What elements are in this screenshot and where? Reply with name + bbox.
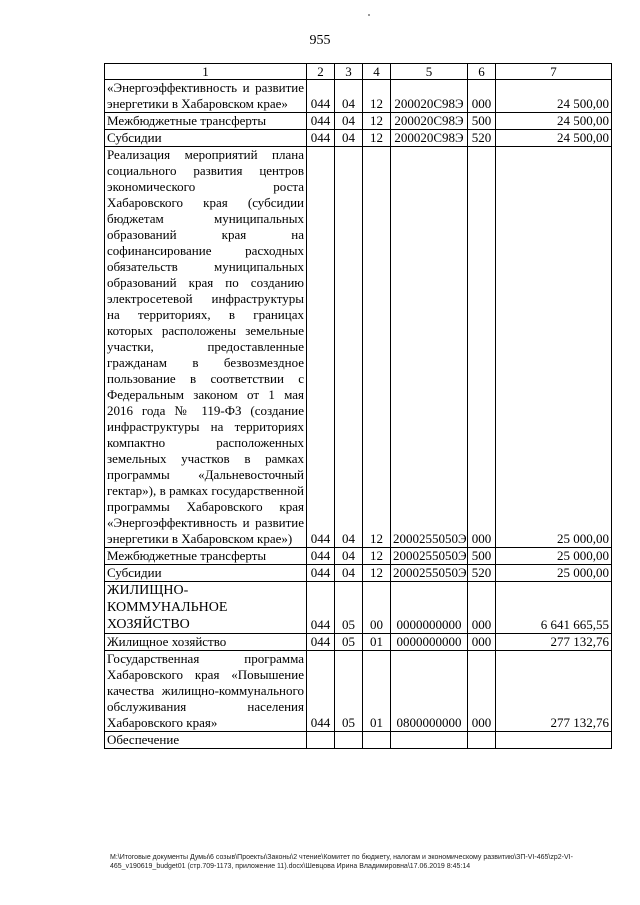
scan-dot	[368, 14, 370, 16]
table-header-row	[105, 64, 612, 80]
row-description: Субсидии	[105, 565, 307, 582]
cell-amount: 24 500,00	[496, 113, 612, 130]
row-description: Субсидии	[105, 130, 307, 147]
cell-subsection: 12	[363, 80, 391, 113]
cell-amount: 24 500,00	[496, 80, 612, 113]
cell-admin-code: 044	[307, 80, 335, 113]
page-number: 955	[309, 33, 331, 48]
cell-admin-code: 044	[307, 113, 335, 130]
budget-table	[104, 63, 612, 749]
cell-admin-code: 044	[307, 147, 335, 548]
table-row	[105, 147, 612, 548]
column-header: 2	[307, 64, 335, 80]
column-header: 1	[105, 64, 307, 80]
cell-section	[335, 732, 363, 749]
cell-admin-code: 044	[307, 565, 335, 582]
cell-amount: 24 500,00	[496, 130, 612, 147]
cell-amount: 277 132,76	[496, 634, 612, 651]
row-description: Жилищное хозяйство	[105, 634, 307, 651]
cell-subsection: 12	[363, 113, 391, 130]
cell-admin-code: 044	[307, 130, 335, 147]
cell-subsection: 12	[363, 147, 391, 548]
row-description: Межбюджетные трансферты	[105, 113, 307, 130]
row-description: ЖИЛИЩНО-КОММУНАЛЬНОЕ ХОЗЯЙСТВО	[105, 582, 307, 634]
cell-subsection: 12	[363, 565, 391, 582]
cell-section: 05	[335, 651, 363, 732]
cell-expense-type: 000	[468, 147, 496, 548]
cell-section: 04	[335, 548, 363, 565]
cell-section: 04	[335, 565, 363, 582]
column-header: 6	[468, 64, 496, 80]
cell-target-article: 0800000000	[391, 651, 468, 732]
cell-expense-type: 000	[468, 651, 496, 732]
cell-amount	[496, 732, 612, 749]
table-row	[105, 634, 612, 651]
table-row	[105, 80, 612, 113]
cell-target-article: 200020С98Э	[391, 80, 468, 113]
cell-section: 04	[335, 113, 363, 130]
cell-subsection: 12	[363, 548, 391, 565]
cell-target-article: 200020С98Э	[391, 130, 468, 147]
cell-target-article: 0000000000	[391, 634, 468, 651]
column-header: 7	[496, 64, 612, 80]
column-header: 4	[363, 64, 391, 80]
table-row	[105, 130, 612, 147]
cell-target-article: 0000000000	[391, 582, 468, 634]
table-row	[105, 651, 612, 732]
cell-expense-type	[468, 732, 496, 749]
cell-section: 05	[335, 634, 363, 651]
table-row	[105, 113, 612, 130]
cell-expense-type: 000	[468, 80, 496, 113]
column-header: 3	[335, 64, 363, 80]
cell-subsection: 01	[363, 651, 391, 732]
cell-section: 04	[335, 130, 363, 147]
cell-amount: 6 641 665,55	[496, 582, 612, 634]
cell-target-article: 2000255050Э	[391, 147, 468, 548]
cell-section: 04	[335, 80, 363, 113]
cell-admin-code: 044	[307, 548, 335, 565]
row-description: Реализация мероприятий плана социального развития центров экономического роста Хабаровского края (субсидии бюджетам муниципальных образований края на софинансирование расходных обязательств муниципальных образований края по созданию электросетевой инфраструктуры на территориях, в границах которых расположены земельные участки, предоставленные гражданам в безвозмездное пользование в соответствии с Федеральным законом от 1 мая 2016 года № 119-ФЗ (создание инфраструктуры на территориях компактно расположенных земельных участков в рамках программы «Дальневосточный гектар»), в рамках государственной программы Хабаровского края «Энергоэффективность и развитие энергетики в Хабаровском крае»)	[105, 147, 307, 548]
cell-amount: 25 000,00	[496, 548, 612, 565]
row-description: Межбюджетные трансферты	[105, 548, 307, 565]
cell-admin-code: 044	[307, 634, 335, 651]
column-header: 5	[391, 64, 468, 80]
cell-target-article: 2000255050Э	[391, 548, 468, 565]
cell-expense-type: 520	[468, 130, 496, 147]
cell-subsection: 12	[363, 130, 391, 147]
table-row	[105, 582, 612, 634]
row-description: «Энергоэффективность и развитие энергетики в Хабаровском крае»	[105, 80, 307, 113]
row-description: Государственная программа Хабаровского края «Повышение качества жилищно-коммунального обслуживания населения Хабаровского края»	[105, 651, 307, 732]
cell-expense-type: 500	[468, 113, 496, 130]
cell-subsection: 00	[363, 582, 391, 634]
table-row	[105, 548, 612, 565]
document-file-path: M:\Итоговые документы Думы\6 созыв\Проекты\Законы\2 чтение\Комитет по бюджету, налогам и экономическому развитию\ЗП-VI-465\zp2-VI-465_v190619_budget01 (стр.709-1173, приложение 11).docx\Шевцова Ирина Владимировна\17.06.2019 8:45:14	[110, 854, 573, 870]
cell-expense-type: 000	[468, 634, 496, 651]
cell-section: 04	[335, 147, 363, 548]
cell-expense-type: 000	[468, 582, 496, 634]
cell-target-article: 200020С98Э	[391, 113, 468, 130]
cell-target-article	[391, 732, 468, 749]
cell-expense-type: 520	[468, 565, 496, 582]
table-row	[105, 732, 612, 749]
cell-amount: 277 132,76	[496, 651, 612, 732]
cell-amount: 25 000,00	[496, 565, 612, 582]
cell-expense-type: 500	[468, 548, 496, 565]
table-row	[105, 565, 612, 582]
cell-admin-code	[307, 732, 335, 749]
cell-subsection: 01	[363, 634, 391, 651]
cell-admin-code: 044	[307, 651, 335, 732]
cell-section: 05	[335, 582, 363, 634]
cell-target-article: 2000255050Э	[391, 565, 468, 582]
cell-admin-code: 044	[307, 582, 335, 634]
cell-subsection	[363, 732, 391, 749]
row-description: Обеспечение	[105, 732, 307, 749]
cell-amount: 25 000,00	[496, 147, 612, 548]
